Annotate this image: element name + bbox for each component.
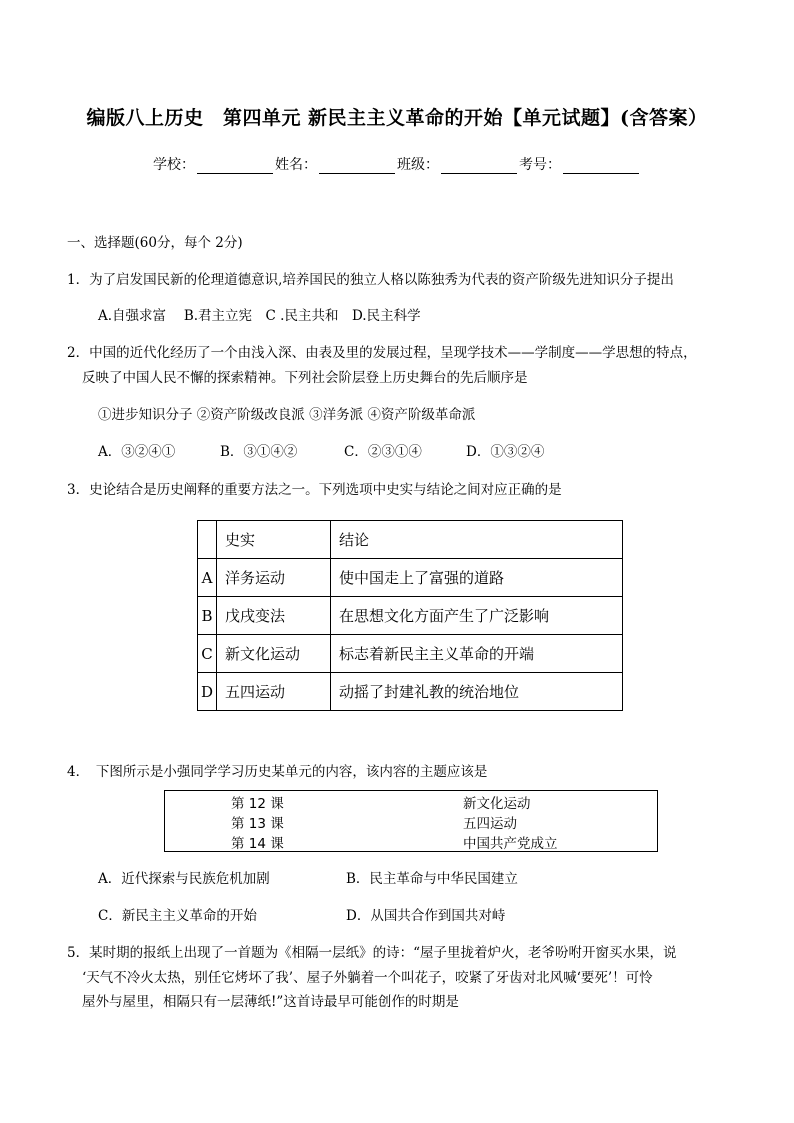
class-label: 班级： xyxy=(397,157,439,173)
q4-lesson-box xyxy=(164,790,658,852)
table-cell: 戊戌变法 xyxy=(217,597,331,635)
exam-number-label: 考号： xyxy=(519,157,561,173)
q2-option-c: C．②③①④ xyxy=(344,444,422,460)
lesson-row xyxy=(231,812,651,830)
q4-option-d: D．从国共合作到国共对峙 xyxy=(346,908,506,924)
table-header-cell: 史实 xyxy=(217,521,331,559)
class-blank xyxy=(441,159,517,174)
table-cell: 使中国走上了富强的道路 xyxy=(331,559,623,597)
lesson-topic: 五四运动 xyxy=(463,816,517,832)
q5-line3: 屋外与屋里，相隔只有一层薄纸!”这首诗最早可能创作的时期是 xyxy=(82,994,459,1010)
table-row xyxy=(198,673,623,711)
table-cell: B xyxy=(198,597,217,635)
lesson-number: 第 12 课 xyxy=(231,796,284,812)
school-label: 学校： xyxy=(153,157,195,173)
q3-history-table xyxy=(197,520,623,711)
table-cell: D xyxy=(198,673,217,711)
q4-option-c: C．新民主主义革命的开始 xyxy=(98,908,257,924)
table-cell: 在思想文化方面产生了广泛影响 xyxy=(331,597,623,635)
student-info-line xyxy=(0,154,794,174)
table-header-cell: 结论 xyxy=(331,521,623,559)
q1-options: A.自强求富 B.君主立宪 C .民主共和 D.民主科学 xyxy=(98,308,421,324)
q5-line2: ‘天气不冷火太热，别任它烤坏了我’、屋子外躺着一个叫花子，咬紧了牙齿对北风喊‘要死’！可怜 xyxy=(82,970,653,986)
q4-stem: 4． 下图所示是小强同学学习历史某单元的内容，该内容的主题应该是 xyxy=(67,764,488,780)
table-row xyxy=(198,597,623,635)
table-cell: 五四运动 xyxy=(217,673,331,711)
lesson-row xyxy=(231,792,651,810)
q4-option-a: A．近代探索与民族危机加剧 xyxy=(98,871,270,887)
q2-option-d: D．①③②④ xyxy=(466,444,545,460)
q2-option-b: B．③①④② xyxy=(220,444,298,460)
table-cell: 洋务运动 xyxy=(217,559,331,597)
q2-stem-line2: 反映了中国人民不懈的探索精神。下列社会阶层登上历史舞台的先后顺序是 xyxy=(82,370,528,386)
table-cell: 标志着新民主主义革命的开端 xyxy=(331,635,623,673)
table-cell: A xyxy=(198,559,217,597)
table-row xyxy=(198,559,623,597)
table-cell: 新文化运动 xyxy=(217,635,331,673)
name-label: 姓名： xyxy=(275,157,317,173)
table-cell: 动摇了封建礼教的统治地位 xyxy=(331,673,623,711)
q2-option-a: A．③②④① xyxy=(98,444,176,460)
q4-option-b: B．民主革命与中华民国建立 xyxy=(346,871,518,887)
table-header-cell xyxy=(198,521,217,559)
q5-line1: 5．某时期的报纸上出现了一首题为《相隔一层纸》的诗：“屋子里拢着炉火，老爷吩咐开窗买水果，说 xyxy=(67,945,677,961)
exam-number-blank xyxy=(563,159,639,174)
lesson-number: 第 13 课 xyxy=(231,816,284,832)
table-cell: C xyxy=(198,635,217,673)
lesson-topic: 新文化运动 xyxy=(463,796,531,812)
q2-stem-line1: 2．中国的近代化经历了一个由浅入深、由表及里的发展过程，呈现学技术——学制度——学思想的特点， xyxy=(67,345,697,361)
q2-items: ①进步知识分子 ②资产阶级改良派 ③洋务派 ④资产阶级革命派 xyxy=(98,407,476,423)
section-heading: 一、选择题(60分，每个 2分) xyxy=(67,235,243,251)
q3-stem: 3．史论结合是历史阐释的重要方法之一。下列选项中史实与结论之间对应正确的是 xyxy=(67,482,562,498)
table-row xyxy=(198,635,623,673)
q1-stem: 1．为了启发国民新的伦理道德意识,培养国民的独立人格以陈独秀为代表的资产阶级先进知识分子提出 xyxy=(67,272,674,288)
lesson-topic: 中国共产党成立 xyxy=(463,836,558,852)
name-blank xyxy=(319,159,395,174)
lesson-row xyxy=(231,832,651,850)
school-blank xyxy=(197,159,273,174)
page-title: 编版八上历史 第四单元 新民主主义革命的开始【单元试题】(含答案） xyxy=(86,107,708,129)
lesson-number: 第 14 课 xyxy=(231,836,284,852)
table-header-row xyxy=(198,521,623,559)
